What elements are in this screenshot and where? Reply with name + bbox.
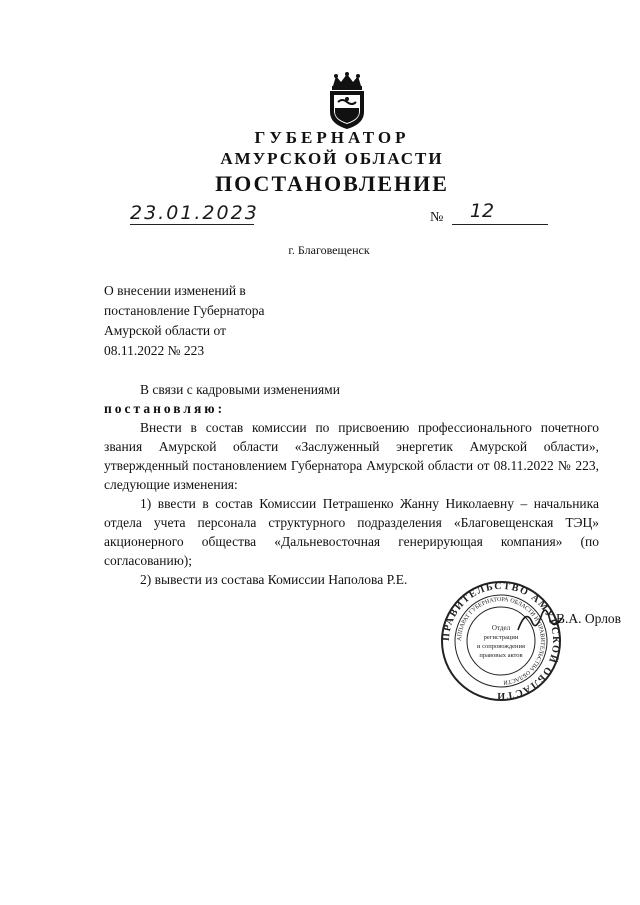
document-type-title: ПОСТАНОВЛЕНИЕ (215, 171, 449, 196)
item-1-paragraph: 1) ввести в состав Комиссии Петрашенко Жанну Николаевну – начальника отдела учета персонала структурного подразделения «Благовещенская ТЭЦ» акционерного общества «Дальневосточная генерирующая компания» (по согласованию); (104, 496, 599, 568)
decree-word: постановляю: (104, 401, 226, 416)
item-2-paragraph: 2) вывести из состава Комиссии Наполова Р.Е. (140, 572, 408, 587)
subject-line: 08.11.2022 № 223 (104, 343, 205, 358)
stamp-center-line: правовых актов (479, 652, 523, 659)
subject-line: О внесении изменений в (104, 283, 246, 298)
official-stamp-icon (440, 580, 562, 702)
stamp-outer-text: ПРАВИТЕЛЬСТВО АМУРСКОЙ ОБЛАСТИ (440, 580, 562, 702)
handwritten-number: 12 (469, 200, 495, 222)
city-label: г. Благовещенск (288, 243, 370, 257)
stamp-middle-text: АППАРАТ ГУБЕРНАТОРА ОБЛАСТИ И ПРАВИТЕЛЬСТВА ОБЛАСТИ (456, 596, 546, 685)
stamp-center-line: Отдел (491, 624, 511, 632)
document-subject (104, 281, 264, 361)
intro-paragraph: В связи с кадровыми изменениями (140, 382, 340, 397)
main-paragraph: Внести в состав комиссии по присвоению профессионального почетного звания Амурской области «Заслуженный энергетик Амурской области», утвержденный постановлением Губернатора Амурской области от 08.11.2022 № 223, следующие изменения: (104, 420, 599, 492)
document-body (104, 380, 599, 589)
signer-name: В.А. Орлов (556, 611, 622, 626)
coat-of-arms-icon (324, 72, 370, 130)
stamp-center-line: и сопровождения (477, 643, 525, 650)
handwritten-date: 23.01.2023 (130, 202, 259, 224)
number-label: № (430, 210, 444, 225)
stamp-center-line: регистрации (483, 634, 519, 641)
date-underline (130, 224, 254, 225)
number-underline (452, 224, 548, 225)
header-title-region: АМУРСКОЙ ОБЛАСТИ (220, 149, 444, 168)
subject-line: постановление Губернатора (104, 303, 265, 318)
header-title-governor: ГУБЕРНАТОР (254, 128, 410, 147)
subject-line: Амурской области от (104, 323, 226, 338)
